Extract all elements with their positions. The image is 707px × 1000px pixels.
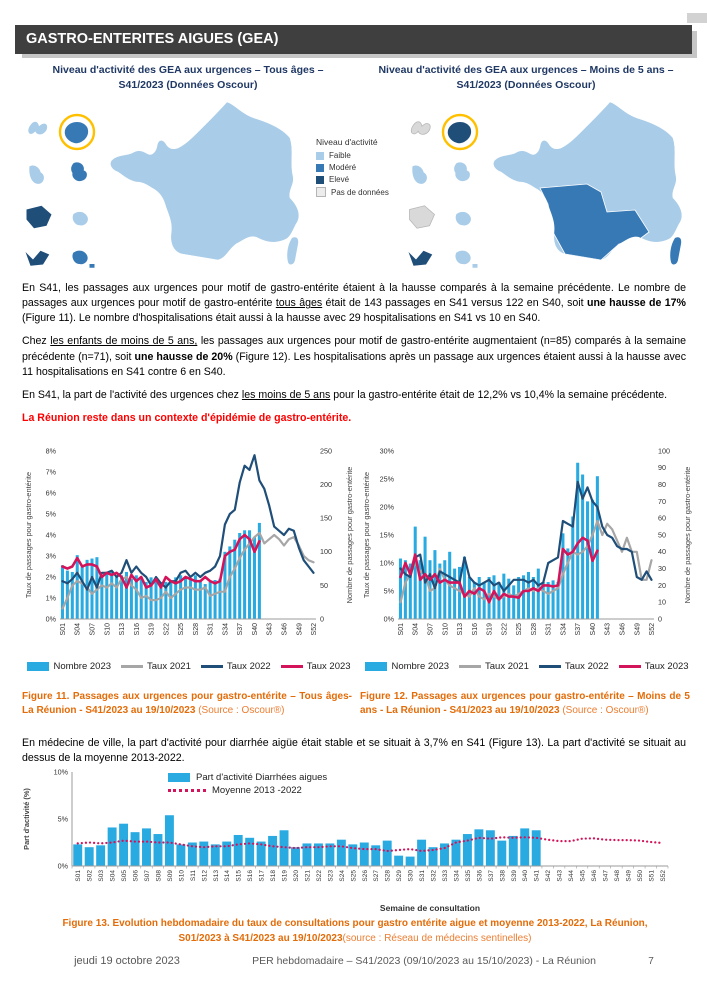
svg-text:4%: 4% xyxy=(45,530,56,540)
legend-label: Pas de données xyxy=(331,187,389,197)
svg-text:Semaine de consultation: Semaine de consultation xyxy=(379,903,481,913)
svg-text:S30: S30 xyxy=(407,870,415,882)
svg-text:S20: S20 xyxy=(293,870,300,882)
svg-text:S09: S09 xyxy=(166,870,174,882)
figure11-block xyxy=(22,443,356,672)
legend-item-part-d-activit-diarrh-es-aigues xyxy=(168,772,327,783)
inset-vshape xyxy=(26,251,50,266)
svg-text:S31: S31 xyxy=(207,623,215,636)
svg-text:70: 70 xyxy=(658,496,666,506)
paragraph-part-activite: En S41, la part de l'activité des urgences chez les moins de 5 ans pour la gastro-entérite était de 12,2% vs 10,4% la semaine précédente. xyxy=(22,388,668,401)
footer-date: jeudi 19 octobre 2023 xyxy=(74,955,180,967)
svg-text:S23: S23 xyxy=(327,870,335,882)
bar xyxy=(131,832,140,866)
activity-level-legend xyxy=(316,137,416,200)
svg-text:S12: S12 xyxy=(201,870,209,882)
svg-text:S10: S10 xyxy=(104,623,112,636)
bar xyxy=(153,834,162,866)
footer-report-title: PER hebdomadaire – S41/2023 (09/10/2023 au 15/10/2023) - La Réunion xyxy=(252,955,596,967)
svg-text:S48: S48 xyxy=(613,870,621,882)
legend-title: Niveau d'activité xyxy=(316,137,378,147)
bar xyxy=(532,577,535,619)
svg-text:60: 60 xyxy=(658,513,666,523)
epidemic-alert-text: La Réunion reste dans un contexte d'épidémie de gastro-entérite. xyxy=(22,411,352,424)
analysis-text xyxy=(22,281,686,434)
bar xyxy=(108,827,117,866)
svg-text:S46: S46 xyxy=(619,623,627,636)
legend-label: Elevé xyxy=(329,175,350,184)
bar xyxy=(73,844,82,866)
line-swatch xyxy=(121,665,143,668)
svg-text:S06: S06 xyxy=(132,870,140,882)
figure11-chart xyxy=(22,443,356,655)
legend-swatch-faible xyxy=(316,152,324,160)
legend-item-faible xyxy=(316,151,416,160)
figure13-legend xyxy=(168,770,327,798)
legend-item-taux-2021 xyxy=(459,661,529,672)
line-Taux 2022 xyxy=(401,482,652,591)
legend-item-nodata xyxy=(316,187,416,197)
paragraph-tous-ages: En S41, les passages aux urgences pour motif de gastro-entérite étaient à la hausse comparés à la semaine précédente. Le nombre de passages aux urgences pour motif de gastro-entérite tous âges était de 143 passages en S41 versus 122 en S40, soit une hausse de 17% (Figure 11). Le nombre d'hospitalisations était aussi à la hausse avec 29 hospitalisations en S41 vs 10 en S40. xyxy=(22,282,686,325)
bar xyxy=(291,847,300,866)
legend-swatch-eleve xyxy=(316,176,324,184)
figure13-caption: Figure 13. Evolution hebdomadaire du taux de consultations pour gastro entérite aigue et moyenne 2013-2022, La Réunion, S01/2023 à S41/2023 au 19/10/2023(source : Réseau de médecins sentinelles) xyxy=(62,918,648,944)
svg-text:S38: S38 xyxy=(499,870,507,882)
legend-label: Nombre 2023 xyxy=(53,661,112,672)
inset-mayotte xyxy=(71,162,87,181)
svg-text:S13: S13 xyxy=(212,870,220,882)
bar xyxy=(394,856,403,866)
legend-label: Moyenne 2013 -2022 xyxy=(212,785,302,796)
legend-item-taux-2023 xyxy=(281,661,351,672)
bar xyxy=(474,829,483,866)
svg-text:S16: S16 xyxy=(133,623,141,636)
legend-item-moyenne-2013-2022 xyxy=(168,785,327,796)
svg-text:3%: 3% xyxy=(45,551,56,561)
svg-text:S01: S01 xyxy=(59,623,67,636)
svg-text:S43: S43 xyxy=(266,623,274,636)
svg-text:S52: S52 xyxy=(311,623,319,636)
svg-text:S45: S45 xyxy=(579,870,587,882)
bar xyxy=(532,830,541,866)
inset-mayotte xyxy=(454,162,470,181)
svg-text:1%: 1% xyxy=(45,593,56,603)
bar xyxy=(199,842,208,866)
bar xyxy=(214,580,217,619)
legend-item-nombre-2023 xyxy=(27,661,111,672)
legend-label: Taux 2022 xyxy=(226,661,271,672)
legend-label: Modéré xyxy=(329,163,357,172)
svg-text:S37: S37 xyxy=(487,870,495,882)
svg-text:200: 200 xyxy=(320,480,332,489)
svg-text:S05: S05 xyxy=(121,870,129,882)
figure12-legend xyxy=(360,661,694,672)
svg-text:S49: S49 xyxy=(296,623,304,636)
svg-text:S19: S19 xyxy=(281,870,289,882)
svg-text:S01: S01 xyxy=(397,623,405,636)
svg-text:S11: S11 xyxy=(189,870,197,882)
svg-text:10%: 10% xyxy=(379,558,394,568)
svg-text:S28: S28 xyxy=(192,623,200,636)
svg-text:S08: S08 xyxy=(155,870,163,882)
svg-text:S40: S40 xyxy=(522,870,530,882)
legend-item-eleve xyxy=(316,175,416,184)
svg-text:S26: S26 xyxy=(361,870,369,882)
svg-text:S51: S51 xyxy=(648,870,656,882)
bar xyxy=(483,582,486,619)
paragraph-medecine-ville: En médecine de ville, la part d'activité pour diarrhée aigüe était stable et se situait à 3,7% en S41 (Figure 13). La part d'activité se situait au dessus de la moyenne 2013-2022. xyxy=(22,737,686,765)
bar xyxy=(90,559,93,619)
bar xyxy=(238,533,241,619)
bar xyxy=(234,835,243,866)
svg-text:S25: S25 xyxy=(178,623,186,636)
bar xyxy=(199,580,202,619)
bar xyxy=(414,527,417,619)
svg-text:Part d'activité (%): Part d'activité (%) xyxy=(22,788,31,850)
svg-text:7%: 7% xyxy=(45,467,56,477)
figure11-legend xyxy=(22,661,356,672)
bar xyxy=(243,530,246,619)
inset-reunion xyxy=(448,122,471,143)
bar-swatch xyxy=(168,773,190,782)
svg-text:0: 0 xyxy=(320,614,324,624)
svg-text:S31: S31 xyxy=(419,870,427,882)
svg-text:Nombre de passages pour gastro: Nombre de passages pour gastro-entérite xyxy=(683,466,692,604)
svg-text:S33: S33 xyxy=(442,870,449,882)
bar xyxy=(209,582,212,619)
bar xyxy=(100,575,103,619)
svg-text:S34: S34 xyxy=(453,870,461,882)
map-title-moins-5-ans: Niveau d'activité des GEA aux urgences – Moins de 5 ans – S41/2023 (Données Oscour) xyxy=(378,64,674,91)
bar xyxy=(105,573,108,619)
svg-text:S50: S50 xyxy=(636,870,644,882)
svg-text:5%: 5% xyxy=(45,509,56,519)
svg-text:S18: S18 xyxy=(270,870,278,882)
bar xyxy=(453,569,456,619)
inset-guadeloupe xyxy=(411,122,430,135)
france-map-moins-5-ans xyxy=(405,92,705,277)
svg-text:Nombre de passages pour gastro: Nombre de passages pour gastro-entérite xyxy=(345,466,354,604)
legend-label: Taux 2021 xyxy=(147,661,191,672)
bar xyxy=(522,575,525,619)
svg-text:S07: S07 xyxy=(144,870,151,882)
bar xyxy=(176,844,185,866)
svg-text:S21: S21 xyxy=(304,870,312,882)
svg-text:S15: S15 xyxy=(235,870,243,882)
figure13-chart xyxy=(20,766,686,914)
svg-text:S40: S40 xyxy=(589,623,597,636)
line-swatch xyxy=(281,665,303,668)
svg-text:Taux de passages pour gastro-e: Taux de passages pour gastro-entérite xyxy=(24,471,33,599)
bar xyxy=(233,540,236,619)
svg-text:S22: S22 xyxy=(315,870,323,882)
legend-label: Taux 2021 xyxy=(485,661,529,672)
legend-item-taux-2022 xyxy=(201,661,271,672)
line-Taux 2022 xyxy=(63,455,314,589)
svg-text:S13: S13 xyxy=(119,623,127,636)
svg-text:S14: S14 xyxy=(224,870,232,882)
svg-text:15%: 15% xyxy=(379,530,394,540)
bar xyxy=(547,582,550,619)
svg-text:S24: S24 xyxy=(338,870,346,882)
svg-text:S52: S52 xyxy=(659,870,667,882)
svg-text:S28: S28 xyxy=(384,870,392,882)
svg-text:0%: 0% xyxy=(45,614,56,624)
inset-guadeloupe xyxy=(28,122,47,135)
svg-text:S25: S25 xyxy=(516,623,524,636)
legend-item-modere xyxy=(316,163,416,172)
line-swatch xyxy=(539,665,561,668)
svg-text:S41: S41 xyxy=(533,870,541,882)
inset-martinique xyxy=(29,165,44,183)
bar xyxy=(527,572,530,619)
bar-swatch xyxy=(365,662,387,671)
figure11-caption: Figure 11. Passages aux urgences pour gastro-entérite – Tous âges- La Réunion - S41/2023 au 19/10/2023 (Source : Oscour®) xyxy=(22,691,352,716)
svg-text:S42: S42 xyxy=(545,870,553,882)
france-map-tous-ages xyxy=(22,92,322,277)
bar xyxy=(245,838,254,866)
svg-text:S19: S19 xyxy=(148,623,156,636)
figure13-block xyxy=(20,766,686,914)
inset-twodots xyxy=(455,251,477,268)
svg-text:5%: 5% xyxy=(383,586,394,596)
svg-text:S07: S07 xyxy=(89,623,97,636)
inset-reunion xyxy=(65,122,88,143)
svg-text:S16: S16 xyxy=(247,870,255,882)
svg-text:S10: S10 xyxy=(442,623,450,636)
bar xyxy=(520,828,529,866)
bar xyxy=(169,580,172,619)
svg-text:30: 30 xyxy=(658,564,666,573)
inset-guyane xyxy=(410,206,435,229)
inset-island xyxy=(73,212,88,226)
svg-text:80: 80 xyxy=(658,480,666,489)
svg-text:S03: S03 xyxy=(98,870,106,882)
bar xyxy=(571,517,574,619)
svg-text:20: 20 xyxy=(658,580,666,590)
svg-text:S40: S40 xyxy=(251,623,259,636)
svg-text:S47: S47 xyxy=(602,870,610,882)
svg-text:40: 40 xyxy=(658,547,666,557)
legend-label: Faible xyxy=(329,151,351,160)
legend-label: Taux 2023 xyxy=(306,661,351,672)
svg-text:S49: S49 xyxy=(625,870,633,882)
bar xyxy=(383,841,392,866)
page-corner-artifact xyxy=(687,13,707,23)
svg-text:S04: S04 xyxy=(412,623,420,636)
section-title: GASTRO-ENTERITES AIGUES (GEA) xyxy=(26,31,279,47)
svg-text:50: 50 xyxy=(658,530,666,540)
bar xyxy=(486,830,495,866)
legend-swatch-nodata xyxy=(316,187,326,197)
section-header xyxy=(15,25,692,54)
svg-text:5%: 5% xyxy=(57,814,68,824)
svg-text:S46: S46 xyxy=(591,870,598,882)
inset-vshape xyxy=(409,251,433,266)
svg-text:20%: 20% xyxy=(379,502,394,512)
svg-text:250: 250 xyxy=(320,446,332,456)
figure12-caption: Figure 12. Passages aux urgences pour gastro-entérite – Moins de 5 ans - La Réunion - S41/2023 au 19/10/2023 (Source : Oscour®) xyxy=(360,691,690,716)
bar xyxy=(337,840,346,866)
legend-item-taux-2022 xyxy=(539,661,609,672)
bar xyxy=(509,836,518,866)
svg-text:6%: 6% xyxy=(45,488,56,498)
svg-text:150: 150 xyxy=(320,513,332,523)
inset-martinique xyxy=(412,165,427,183)
bar xyxy=(110,572,113,619)
bar xyxy=(280,830,289,866)
svg-text:S34: S34 xyxy=(222,623,230,636)
svg-text:S22: S22 xyxy=(163,623,171,636)
inset-guyane xyxy=(27,206,52,229)
svg-text:S02: S02 xyxy=(86,870,94,882)
svg-text:25%: 25% xyxy=(379,474,394,484)
svg-text:50: 50 xyxy=(320,580,328,590)
svg-text:S17: S17 xyxy=(258,870,266,882)
bar xyxy=(222,842,231,866)
bar-swatch xyxy=(27,662,49,671)
svg-text:30%: 30% xyxy=(379,446,394,456)
svg-text:8%: 8% xyxy=(45,446,56,456)
svg-text:S34: S34 xyxy=(560,623,568,636)
figure12-block xyxy=(360,443,694,672)
svg-text:2%: 2% xyxy=(45,572,56,582)
inset-twodots xyxy=(72,251,94,268)
bar xyxy=(85,847,94,866)
legend-item-taux-2023 xyxy=(619,661,689,672)
svg-text:S04: S04 xyxy=(74,623,82,636)
svg-text:10%: 10% xyxy=(53,767,68,777)
svg-text:S22: S22 xyxy=(501,623,509,636)
bar xyxy=(596,476,599,619)
svg-text:S04: S04 xyxy=(109,870,117,882)
legend-swatch-modere xyxy=(316,164,324,172)
svg-text:S01: S01 xyxy=(75,870,83,882)
bar xyxy=(119,824,128,866)
legend-items xyxy=(316,151,416,197)
svg-text:10: 10 xyxy=(658,597,666,607)
svg-text:S44: S44 xyxy=(568,870,576,882)
svg-text:S35: S35 xyxy=(464,870,472,882)
svg-text:S28: S28 xyxy=(530,623,538,636)
svg-text:90: 90 xyxy=(658,463,666,473)
svg-text:S49: S49 xyxy=(634,623,642,636)
svg-text:S37: S37 xyxy=(237,623,245,636)
svg-text:S39: S39 xyxy=(510,870,518,882)
svg-text:Taux de passages pour gastro-e: Taux de passages pour gastro-entérite xyxy=(362,471,371,599)
map-title-tous-ages: Niveau d'activité des GEA aux urgences – Tous âges – S41/2023 (Données Oscour) xyxy=(52,64,324,91)
legend-label: Part d'activité Diarrhées aigues xyxy=(196,772,328,783)
svg-text:S37: S37 xyxy=(575,623,583,636)
line-swatch xyxy=(619,665,641,668)
bar xyxy=(76,555,79,619)
bar xyxy=(417,840,426,866)
bar xyxy=(268,836,277,866)
svg-text:S43: S43 xyxy=(604,623,612,636)
inset-island xyxy=(456,212,471,226)
svg-text:S16: S16 xyxy=(471,623,479,636)
page-footer xyxy=(22,955,686,967)
svg-text:S13: S13 xyxy=(457,623,465,636)
bar xyxy=(142,828,151,866)
svg-text:S36: S36 xyxy=(476,870,484,882)
svg-text:0%: 0% xyxy=(383,614,394,624)
legend-item-taux-2021 xyxy=(121,661,191,672)
svg-text:0%: 0% xyxy=(57,861,68,871)
footer-page-number: 7 xyxy=(648,956,654,967)
svg-text:S32: S32 xyxy=(430,870,438,882)
bar xyxy=(189,579,192,619)
svg-text:S25: S25 xyxy=(350,870,358,882)
svg-text:S46: S46 xyxy=(281,623,289,636)
svg-text:S10: S10 xyxy=(178,870,186,882)
svg-text:0: 0 xyxy=(658,614,662,624)
svg-text:S43: S43 xyxy=(556,870,564,882)
bar xyxy=(184,577,187,619)
legend-label: Taux 2022 xyxy=(564,661,609,672)
paragraph-moins-5-ans: Chez les enfants de moins de 5 ans, les passages aux urgences pour motif de gastro-entérite augmentaient (n=85) comparés à la semaine précédente (n=71), soit une hausse de 20% (Figure 12). Les hospitalisations après un passage aux urgences étaient aussi à la hausse avec 11 hospitalisations en S41 contre 6 en S40. xyxy=(22,335,686,378)
bar xyxy=(443,560,446,619)
legend-item-nombre-2023 xyxy=(365,661,449,672)
bar xyxy=(406,857,415,866)
dots-swatch xyxy=(168,789,206,792)
svg-text:100: 100 xyxy=(320,547,332,557)
bar xyxy=(218,579,221,619)
bar xyxy=(61,565,64,619)
legend-label: Taux 2023 xyxy=(644,661,689,672)
bar xyxy=(165,815,174,866)
svg-text:S52: S52 xyxy=(649,623,657,636)
bar xyxy=(586,501,589,619)
svg-text:S07: S07 xyxy=(427,623,435,636)
line-swatch xyxy=(201,665,223,668)
bar xyxy=(360,843,369,867)
svg-text:S27: S27 xyxy=(373,870,381,882)
figure12-chart xyxy=(360,443,694,655)
legend-label: Nombre 2023 xyxy=(391,661,450,672)
svg-text:100: 100 xyxy=(658,446,670,456)
svg-text:S29: S29 xyxy=(396,870,404,882)
bar xyxy=(463,834,472,866)
bar xyxy=(537,569,540,619)
bar xyxy=(96,845,105,866)
bar xyxy=(468,577,471,619)
svg-text:S19: S19 xyxy=(486,623,494,636)
svg-text:S31: S31 xyxy=(545,623,553,636)
line-swatch xyxy=(459,665,481,668)
bar xyxy=(512,585,515,619)
bar xyxy=(497,841,506,866)
bar xyxy=(81,567,84,619)
